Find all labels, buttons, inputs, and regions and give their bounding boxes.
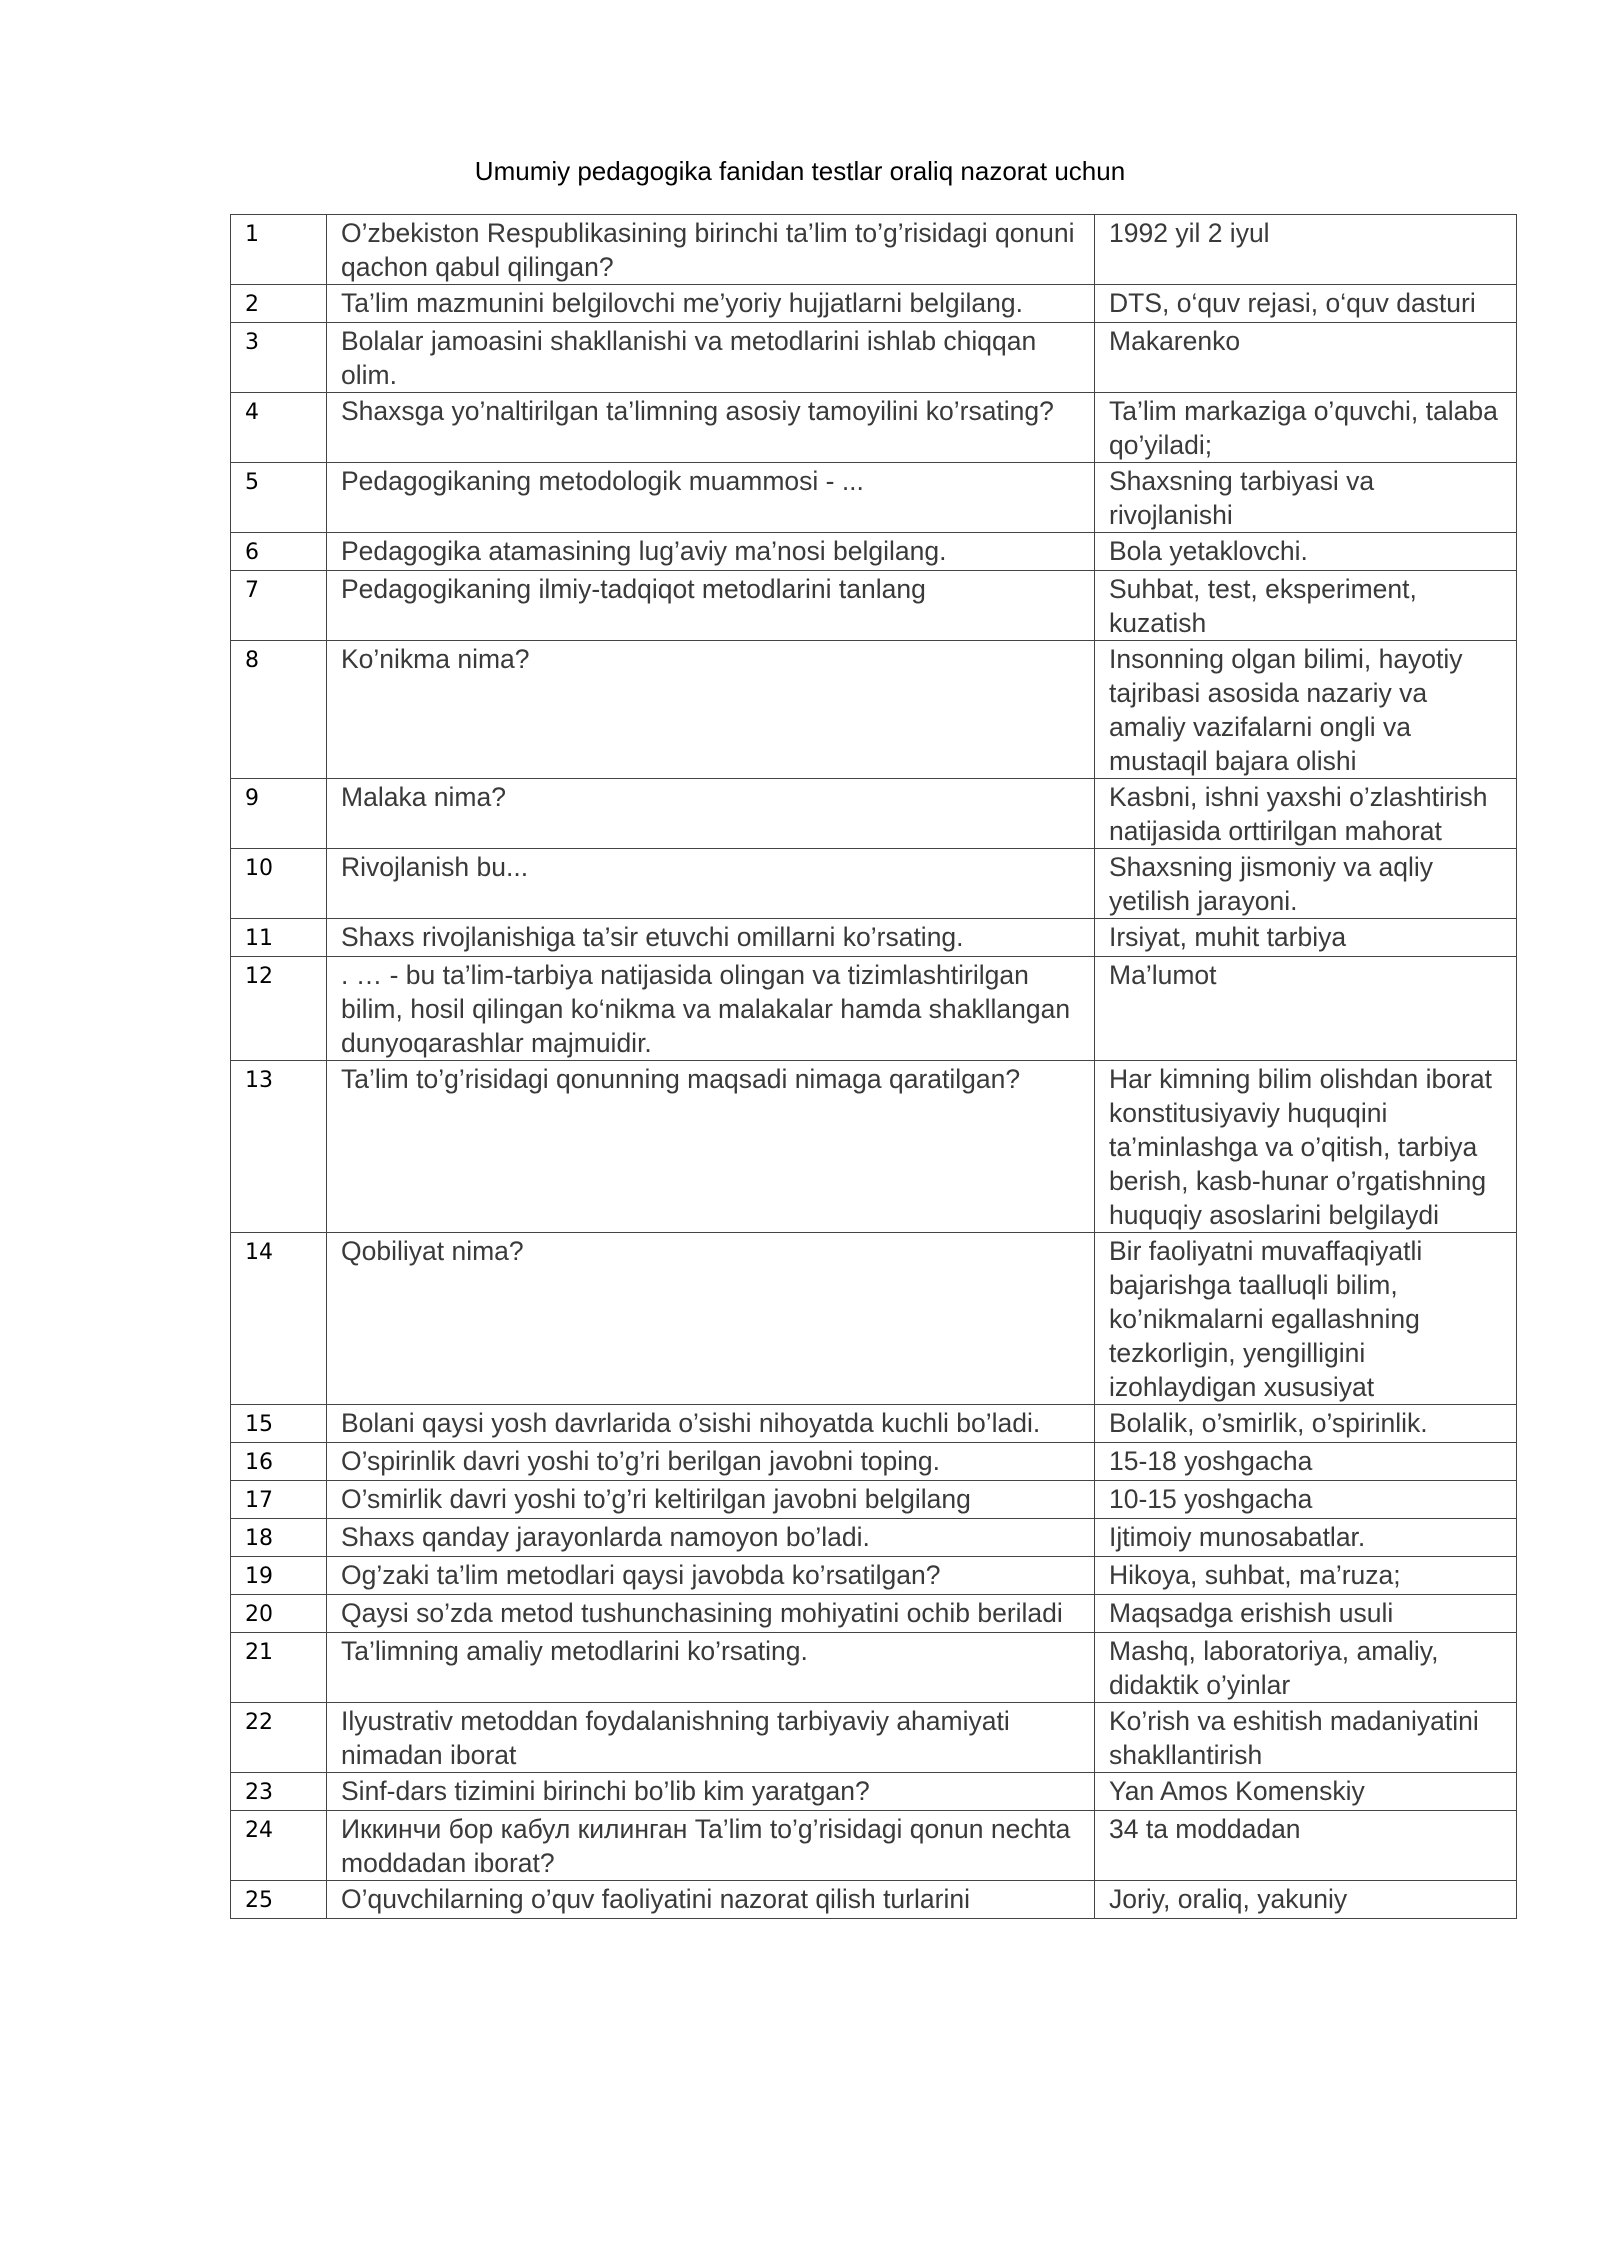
answer-text: Irsiyat, muhit tarbiya	[1095, 919, 1517, 957]
question-text: Иккинчи бор кабул килинган Ta’lim to’g’risidagi qonun nechta moddadan iborat?	[327, 1811, 1095, 1881]
question-text: Bolani qaysi yosh davrlarida o’sishi nihoyatda kuchli bo’ladi.	[327, 1405, 1095, 1443]
question-text: O’spirinlik davri yoshi to’g’ri berilgan javobni toping.	[327, 1443, 1095, 1481]
question-number: 18	[231, 1519, 327, 1557]
table-row	[231, 919, 1517, 957]
table-row	[231, 1633, 1517, 1703]
question-number: 19	[231, 1557, 327, 1595]
answer-text: Joriy, oraliq, yakuniy	[1095, 1881, 1517, 1919]
table-row	[231, 957, 1517, 1061]
table-row	[231, 463, 1517, 533]
question-number: 7	[231, 571, 327, 641]
question-number: 23	[231, 1773, 327, 1811]
question-number: 15	[231, 1405, 327, 1443]
table-row	[231, 393, 1517, 463]
table-row	[231, 1703, 1517, 1773]
question-text: Og’zaki ta’lim metodlari qaysi javobda ko’rsatilgan?	[327, 1557, 1095, 1595]
question-number: 24	[231, 1811, 327, 1881]
document-title: Umumiy pedagogika fanidan testlar oraliq nazorat uchun	[474, 156, 1126, 186]
answer-text: 15-18 yoshgacha	[1095, 1443, 1517, 1481]
answer-text: Ta’lim markaziga o’quvchi, talaba qo’yiladi;	[1095, 393, 1517, 463]
question-number: 6	[231, 533, 327, 571]
answer-text: Har kimning bilim olishdan iborat konstitusiyaviy huquqini ta’minlashga va o’qitish, tarbiya berish, kasb-hunar o’rgatishning huquqiy asoslarini belgilaydi	[1095, 1061, 1517, 1233]
answer-text: DTS, o‘quv rejasi, o‘quv dasturi	[1095, 285, 1517, 323]
question-text: . … - bu ta’lim-tarbiya natijasida olingan va tizimlashtirilgan bilim, hosil qilingan ko‘nikma va malakalar hamda shakllangan dunyoqarashlar majmuidir.	[327, 957, 1095, 1061]
question-text: Pedagogika atamasining lug’aviy ma’nosi belgilang.	[327, 533, 1095, 571]
question-text: Qobiliyat nima?	[327, 1233, 1095, 1405]
question-text: Shaxsga yo’naltirilgan ta’limning asosiy tamoyilini ko’rsating?	[327, 393, 1095, 463]
table-row	[231, 285, 1517, 323]
answer-text: Maqsadga erishish usuli	[1095, 1595, 1517, 1633]
answer-text: Suhbat, test, eksperiment, kuzatish	[1095, 571, 1517, 641]
question-text: Shaxs rivojlanishiga ta’sir etuvchi omillarni ko’rsating.	[327, 919, 1095, 957]
questions-table-body	[231, 215, 1517, 1919]
answer-text: Bir faoliyatni muvaffaqiyatli bajarishga taalluqli bilim, ko’nikmalarni egallashning tezkorligin, yengilligini izohlaydigan xususiyat	[1095, 1233, 1517, 1405]
answer-text: Shaxsning tarbiyasi va rivojlanishi	[1095, 463, 1517, 533]
table-row	[231, 1557, 1517, 1595]
question-number: 14	[231, 1233, 327, 1405]
question-text: Pedagogikaning metodologik muammosi - ...	[327, 463, 1095, 533]
answer-text: Hikoya, suhbat, ma’ruza;	[1095, 1557, 1517, 1595]
question-number: 1	[231, 215, 327, 285]
table-row	[231, 779, 1517, 849]
table-row	[231, 1061, 1517, 1233]
question-number: 20	[231, 1595, 327, 1633]
question-text: Ta’lim to’g’risidagi qonunning maqsadi nimaga qaratilgan?	[327, 1061, 1095, 1233]
answer-text: Ma’lumot	[1095, 957, 1517, 1061]
question-text: Rivojlanish bu...	[327, 849, 1095, 919]
answer-text: Yan Amos Komenskiy	[1095, 1773, 1517, 1811]
table-row	[231, 1595, 1517, 1633]
table-row	[231, 849, 1517, 919]
question-text: Bolalar jamoasini shakllanishi va metodlarini ishlab chiqqan olim.	[327, 323, 1095, 393]
question-number: 9	[231, 779, 327, 849]
question-number: 2	[231, 285, 327, 323]
table-row	[231, 1443, 1517, 1481]
answer-text: 10-15 yoshgacha	[1095, 1481, 1517, 1519]
question-text: Ilyustrativ metoddan foydalanishning tarbiyaviy ahamiyati nimadan iborat	[327, 1703, 1095, 1773]
table-row	[231, 571, 1517, 641]
table-row	[231, 215, 1517, 285]
question-text: Qaysi so’zda metod tushunchasining mohiyatini ochib beriladi	[327, 1595, 1095, 1633]
answer-text: Mashq, laboratoriya, amaliy, didaktik o’yinlar	[1095, 1633, 1517, 1703]
question-text: Ko’nikma nima?	[327, 641, 1095, 779]
answer-text: 1992 yil 2 iyul	[1095, 215, 1517, 285]
question-number: 22	[231, 1703, 327, 1773]
question-text: Ta’lim mazmunini belgilovchi me’yoriy hujjatlarni belgilang.	[327, 285, 1095, 323]
answer-text: Ko’rish va eshitish madaniyatini shakllantirish	[1095, 1703, 1517, 1773]
table-row	[231, 1773, 1517, 1811]
answer-text: 34 ta moddadan	[1095, 1811, 1517, 1881]
question-number: 3	[231, 323, 327, 393]
question-text: Malaka nima?	[327, 779, 1095, 849]
table-row	[231, 533, 1517, 571]
answer-text: Bolalik, o’smirlik, o’spirinlik.	[1095, 1405, 1517, 1443]
table-row	[231, 1233, 1517, 1405]
question-number: 13	[231, 1061, 327, 1233]
question-text: Sinf-dars tizimini birinchi bo’lib kim yaratgan?	[327, 1773, 1095, 1811]
table-row	[231, 1405, 1517, 1443]
answer-text: Makarenko	[1095, 323, 1517, 393]
question-text: O’zbekiston Respublikasining birinchi ta’lim to’g’risidagi qonuni qachon qabul qilingan?	[327, 215, 1095, 285]
question-text: Ta’limning amaliy metodlarini ko’rsating.	[327, 1633, 1095, 1703]
answer-text: Shaxsning jismoniy va aqliy yetilish jarayoni.	[1095, 849, 1517, 919]
question-text: O’quvchilarning o’quv faoliyatini nazorat qilish turlarini	[327, 1881, 1095, 1919]
answer-text: Insonning olgan bilimi, hayotiy tajribasi asosida nazariy va amaliy vazifalarni ongli va mustaqil bajara olishi	[1095, 641, 1517, 779]
question-number: 11	[231, 919, 327, 957]
answer-text: Bola yetaklovchi.	[1095, 533, 1517, 571]
question-text: Shaxs qanday jarayonlarda namoyon bo’ladi.	[327, 1519, 1095, 1557]
question-text: O’smirlik davri yoshi to’g’ri keltirilgan javobni belgilang	[327, 1481, 1095, 1519]
table-row	[231, 641, 1517, 779]
answer-text: Ijtimoiy munosabatlar.	[1095, 1519, 1517, 1557]
question-number: 5	[231, 463, 327, 533]
question-number: 16	[231, 1443, 327, 1481]
question-text: Pedagogikaning ilmiy-tadqiqot metodlarini tanlang	[327, 571, 1095, 641]
question-number: 25	[231, 1881, 327, 1919]
question-number: 10	[231, 849, 327, 919]
question-number: 8	[231, 641, 327, 779]
table-row	[231, 1519, 1517, 1557]
table-row	[231, 1481, 1517, 1519]
question-number: 12	[231, 957, 327, 1061]
table-row	[231, 323, 1517, 393]
questions-table	[230, 214, 1517, 1919]
question-number: 4	[231, 393, 327, 463]
question-number: 17	[231, 1481, 327, 1519]
question-number: 21	[231, 1633, 327, 1703]
answer-text: Kasbni, ishni yaxshi o’zlashtirish natijasida orttirilgan mahorat	[1095, 779, 1517, 849]
table-row	[231, 1881, 1517, 1919]
table-row	[231, 1811, 1517, 1881]
